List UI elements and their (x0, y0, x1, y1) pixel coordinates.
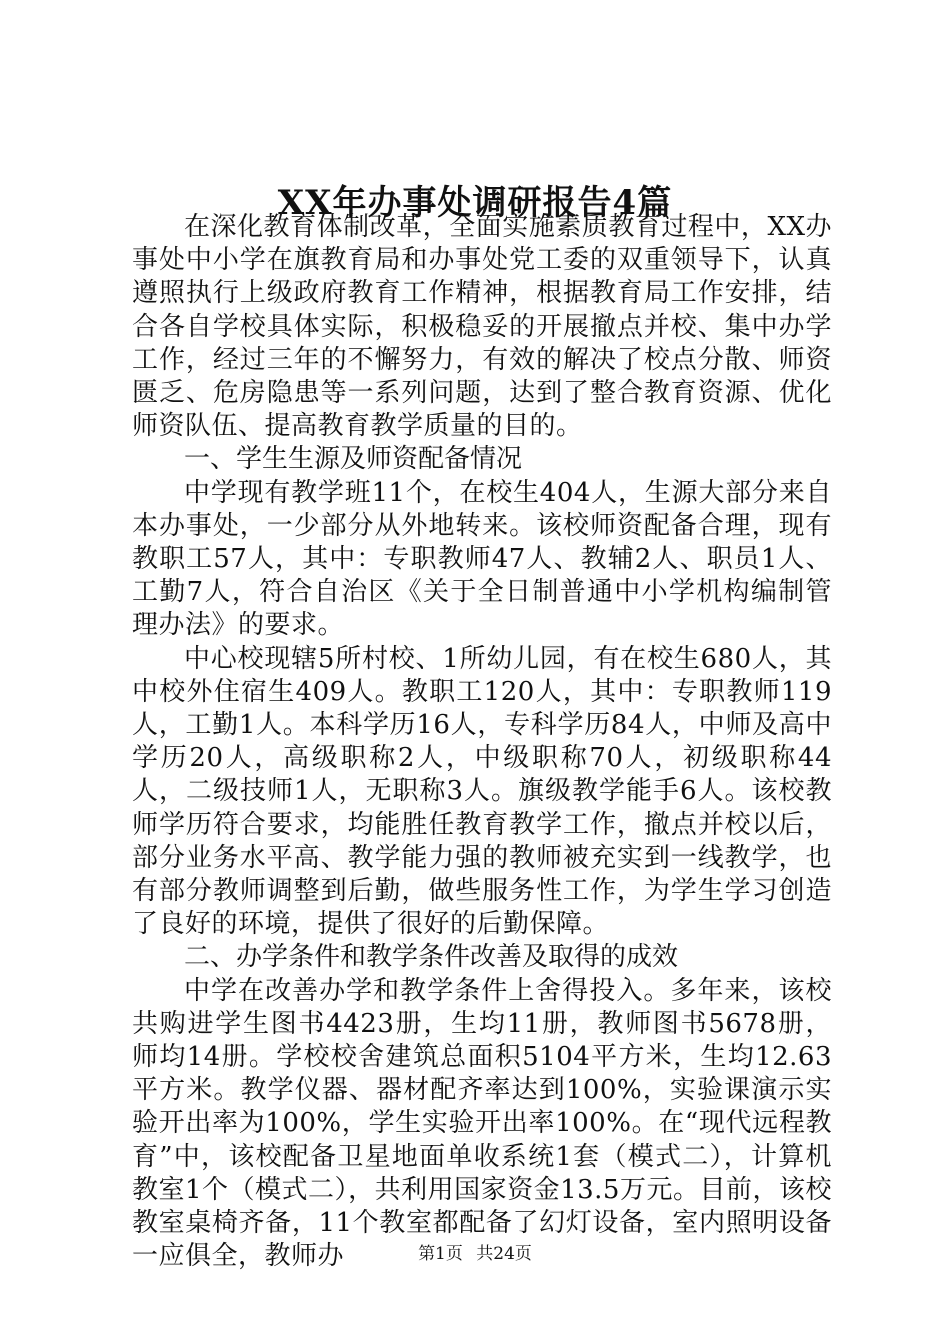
page-footer (0, 1242, 950, 1266)
page-total: 共24页 (476, 1244, 532, 1264)
conditions-paragraph: 中学在改善办学和教学条件上舍得投入。多年来，该校共购进学生图书4423册，生均11册，教师图书5678册，师均14册。学校校舍建筑总面积5104平方米，生均12.63平方米。教学仪器、器材配齐率达到100%，实验课演示实验开出率为100%，学生实验开出率100%。在“现代远程教育”中，该校配备卫星地面单收系统1套（模式二），计算机教室1个（模式二），共利用国家资金13.5万元。目前，该校教室桌椅齐备，11个教室都配备了幻灯设备，室内照明设备一应俱全，教师办 (132, 975, 832, 1272)
intro-paragraph: 在深化教育体制改革，全面实施素质教育过程中，XX办事处中小学在旗教育局和办事处党工委的双重领导下，认真遵照执行上级政府教育工作精神，根据教育局工作安排，结合各自学校具体实际，积极稳妥的开展撤点并校、集中办学工作，经过三年的不懈努力，有效的解决了校点分散、师资匮乏、危房隐患等一系列问题，达到了整合教育资源、优化师资队伍、提高教育教学质量的目的。 (132, 212, 832, 442)
section-heading-2: 二、办学条件和教学条件改善及取得的成效 (184, 942, 679, 973)
section-heading-1: 一、学生生源及师资配备情况 (184, 444, 523, 475)
central-school-paragraph: 中心校现辖5所村校、1所幼儿园，有在校生680人，其中校外住宿生409人。教职工120人，其中：专职教师119人，工勤1人。本科学历16人，专科学历84人，中师及高中学历20人，高级职称2人，中级职称70人，初级职称44人，二级技师1人，无职称3人。旗级教学能手6人。该校教师学历符合要求，均能胜任教育教学工作，撤点并校以后，部分业务水平高、教学能力强的教师被充实到一线教学，也有部分教师调整到后勤，做些服务性工作，为学生学习创造了良好的环境，提供了很好的后勤保障。 (132, 643, 832, 940)
document-body (132, 211, 832, 1274)
middle-school-paragraph: 中学现有教学班11个，在校生404人，生源大部分来自本办事处，一少部分从外地转来。该校师资配备合理，现有教职工57人，其中：专职教师47人、教辅2人、职员1人、工勤7人，符合自治区《关于全日制普通中小学机构编制管理办法》的要求。 (132, 477, 832, 641)
document-title: XX年办事处调研报告4篇 (277, 182, 673, 223)
page-number: 第1页 (418, 1244, 463, 1264)
